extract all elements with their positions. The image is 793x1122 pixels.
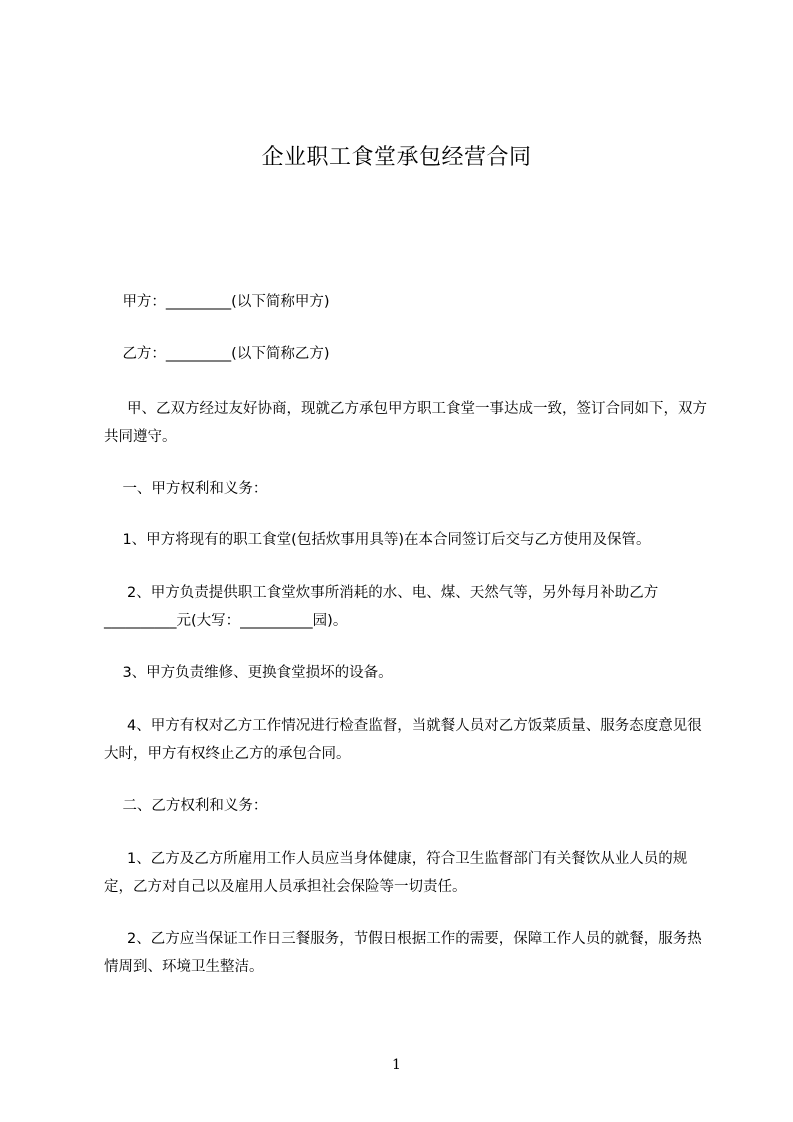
page-number: 1 — [392, 1057, 401, 1073]
party-b-line: 乙方：_________(以下简称乙方) — [104, 346, 330, 362]
clause-b-1: 1、乙方及乙方所雇用工作人员应当身体健康，符合卫生监督部门有关餐饮从业人员的规定，乙方对自己以及雇用人员承担社会保险等一切责任。 — [104, 851, 688, 895]
intro-paragraph: 甲、乙双方经过友好协商，现就乙方承包甲方职工食堂一事达成一致，签订合同如下，双方共同遵守。 — [104, 401, 708, 445]
clause-b-2: 2、乙方应当保证工作日三餐服务，节假日根据工作的需要，保障工作人员的就餐，服务热情周到、环境卫生整洁。 — [104, 931, 702, 975]
party-a-line: 甲方：_________(以下简称甲方) — [104, 294, 330, 310]
document-title: 企业职工食堂承包经营合同 — [261, 145, 532, 170]
section-heading-party-a: 一、甲方权利和义务： — [104, 481, 268, 497]
clause-a-3: 3、甲方负责维修、更换食堂损坏的设备。 — [104, 665, 393, 681]
clause-a-4: 4、甲方有权对乙方工作情况进行检查监督，当就餐人员对乙方饭菜质量、服务态度意见很大时，甲方有权终止乙方的承包合同。 — [104, 718, 702, 762]
section-heading-party-b: 二、乙方权利和义务： — [104, 798, 268, 814]
clause-a-2: 2、甲方负责提供职工食堂炊事所消耗的水、电、煤、天然气等，另外每月补助乙方__________元(大写：__________园)。 — [104, 585, 659, 629]
clause-a-1: 1、甲方将现有的职工食堂(包括炊事用具等)在本合同签订后交与乙方使用及保管。 — [104, 532, 651, 548]
